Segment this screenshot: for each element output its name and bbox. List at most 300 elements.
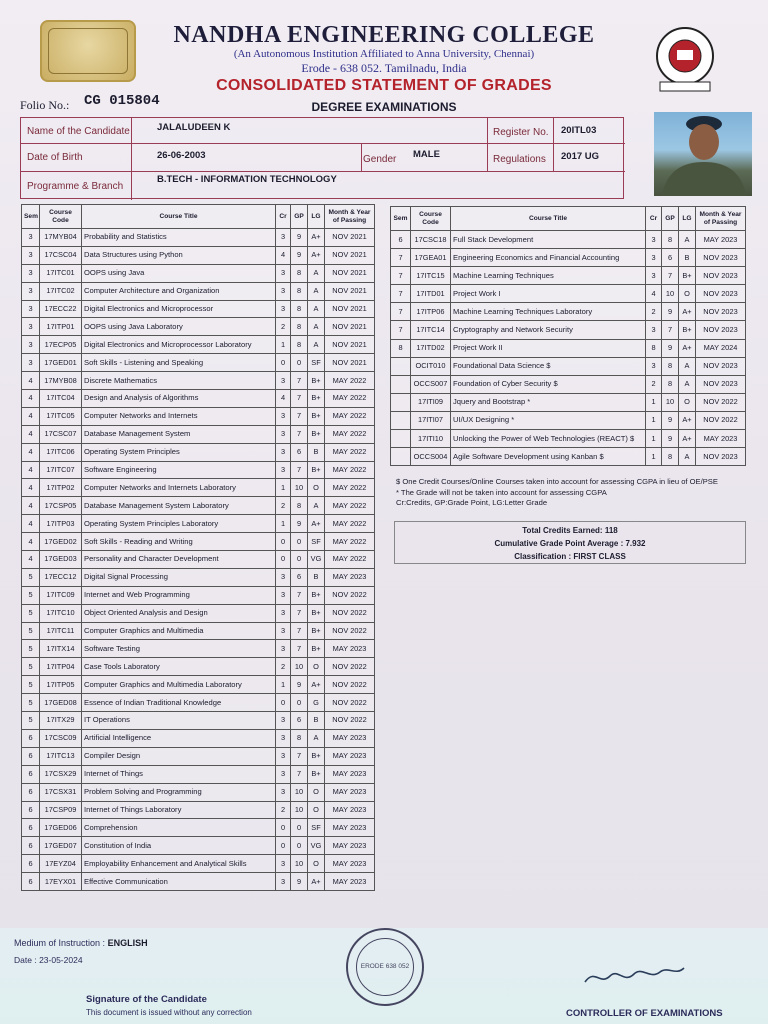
grade-row: [22, 640, 375, 658]
gp-cell: 10: [291, 658, 308, 676]
grade-row: [22, 533, 375, 551]
grade-row: [391, 339, 746, 357]
cr-cell: 0: [276, 533, 291, 551]
title-cell: Data Structures using Python: [82, 246, 276, 264]
lg-cell: B+: [679, 321, 696, 339]
grade-row: [391, 430, 746, 448]
lg-cell: A+: [679, 411, 696, 429]
lg-cell: VG: [308, 551, 325, 569]
month-cell: MAY 2023: [325, 640, 375, 658]
grade-row: [22, 622, 375, 640]
cr-cell: 4: [276, 390, 291, 408]
month-cell: MAY 2023: [325, 873, 375, 891]
sem-cell: [391, 357, 411, 375]
code-cell: 17EYX01: [40, 873, 82, 891]
total-credits: 118: [604, 526, 618, 535]
lg-cell: A+: [308, 676, 325, 694]
gp-cell: 7: [291, 747, 308, 765]
lg-cell: B+: [308, 461, 325, 479]
month-cell: MAY 2023: [325, 783, 375, 801]
title-cell: Effective Communication: [82, 873, 276, 891]
title-cell: Case Tools Laboratory: [82, 658, 276, 676]
gp-cell: 0: [291, 819, 308, 837]
code-cell: 17ITX14: [40, 640, 82, 658]
lg-cell: A: [679, 231, 696, 249]
month-cell: NOV 2023: [696, 357, 746, 375]
gp-cell: 8: [662, 231, 679, 249]
lg-cell: G: [308, 694, 325, 712]
title-cell: Discrete Mathematics: [82, 372, 276, 390]
code-cell: 17ECC22: [40, 300, 82, 318]
lg-cell: B+: [308, 747, 325, 765]
grade-row: [22, 783, 375, 801]
code-cell: 17ITC10: [40, 604, 82, 622]
grade-row: [22, 229, 375, 247]
grade-row: [22, 372, 375, 390]
sem-cell: 3: [22, 264, 40, 282]
cr-cell: 3: [276, 747, 291, 765]
code-cell: 17ITC01: [40, 264, 82, 282]
seal-center-text: ERODE 638 052: [360, 963, 410, 970]
code-cell: 17CSC07: [40, 425, 82, 443]
lg-cell: A+: [308, 229, 325, 247]
month-cell: MAY 2022: [325, 497, 375, 515]
cr-cell: 3: [276, 282, 291, 300]
code-cell: 17GED07: [40, 837, 82, 855]
month-cell: NOV 2023: [696, 285, 746, 303]
grade-row: [22, 819, 375, 837]
gp-cell: 7: [291, 407, 308, 425]
code-cell: 17GED08: [40, 694, 82, 712]
title-cell: Internet of Things: [82, 765, 276, 783]
cr-cell: 0: [276, 819, 291, 837]
code-cell: 17GED01: [40, 354, 82, 372]
signature-candidate-label: Signature of the Candidate: [86, 994, 207, 1005]
lg-cell: O: [308, 658, 325, 676]
cr-cell: 3: [276, 712, 291, 730]
month-cell: NOV 2023: [696, 249, 746, 267]
sem-cell: 6: [22, 819, 40, 837]
month-cell: NOV 2021: [325, 336, 375, 354]
gp-cell: 7: [291, 372, 308, 390]
gp-cell: 8: [291, 264, 308, 282]
title-cell: Digital Electronics and Microprocessor: [82, 300, 276, 318]
title-cell: Artificial Intelligence: [82, 729, 276, 747]
cr-cell: 0: [276, 551, 291, 569]
grade-row: [22, 551, 375, 569]
code-cell: 17ITP03: [40, 515, 82, 533]
cr-cell: 3: [276, 443, 291, 461]
code-cell: 17ITC02: [40, 282, 82, 300]
grade-row: [22, 586, 375, 604]
title-cell: Unlocking the Power of Web Technologies (REACT) $: [451, 430, 646, 448]
gp-cell: 10: [291, 783, 308, 801]
sem-cell: 4: [22, 390, 40, 408]
grade-row: [22, 873, 375, 891]
gp-cell: 7: [291, 461, 308, 479]
grade-row: [22, 658, 375, 676]
controller-signature-icon: [580, 958, 690, 994]
controller-of-examinations: CONTROLLER OF EXAMINATIONS: [566, 1008, 723, 1019]
grade-row: [22, 747, 375, 765]
sem-cell: 4: [22, 497, 40, 515]
programme-branch: B.TECH - INFORMATION TECHNOLOGY: [157, 174, 337, 185]
degree-examinations: DEGREE EXAMINATIONS: [311, 100, 457, 114]
gp-cell: 8: [291, 497, 308, 515]
lg-cell: B+: [308, 640, 325, 658]
code-cell: 17ITP06: [411, 303, 451, 321]
cr-cell: 0: [276, 694, 291, 712]
cr-cell: 3: [276, 264, 291, 282]
month-cell: NOV 2022: [325, 712, 375, 730]
sem-cell: 5: [22, 676, 40, 694]
grade-row: [391, 321, 746, 339]
lg-cell: A: [308, 336, 325, 354]
code-cell: 17ITX29: [40, 712, 82, 730]
college-name: NANDHA ENGINEERING COLLEGE: [173, 22, 595, 48]
gp-cell: 10: [291, 479, 308, 497]
cr-cell: 3: [276, 568, 291, 586]
college-affiliation: (An Autonomous Institution Affiliated to Anna University, Chennai): [233, 48, 535, 60]
lg-cell: A: [308, 300, 325, 318]
col-code: Course Code: [411, 207, 451, 231]
title-cell: Soft Skills - Listening and Speaking: [82, 354, 276, 372]
month-cell: NOV 2022: [696, 393, 746, 411]
title-cell: Operating System Principles Laboratory: [82, 515, 276, 533]
grade-row: [22, 765, 375, 783]
gp-cell: 9: [291, 246, 308, 264]
title-cell: Computer Graphics and Multimedia Laboratory: [82, 676, 276, 694]
sem-cell: 6: [22, 747, 40, 765]
lg-cell: B: [308, 568, 325, 586]
cr-cell: 3: [646, 231, 662, 249]
title-cell: Machine Learning Techniques: [451, 267, 646, 285]
grade-row: [22, 497, 375, 515]
title-cell: Probability and Statistics: [82, 229, 276, 247]
code-cell: 17ITC09: [40, 586, 82, 604]
code-cell: 17ITC13: [40, 747, 82, 765]
gp-cell: 9: [662, 339, 679, 357]
lg-cell: A: [308, 729, 325, 747]
cr-cell: 3: [276, 855, 291, 873]
sem-cell: 6: [22, 783, 40, 801]
grade-row: [22, 390, 375, 408]
month-cell: NOV 2022: [325, 586, 375, 604]
code-cell: 17ITI07: [411, 411, 451, 429]
sem-cell: 7: [391, 285, 411, 303]
title-cell: Software Engineering: [82, 461, 276, 479]
title-cell: Engineering Economics and Financial Accounting: [451, 249, 646, 267]
col-lg: LG: [679, 207, 696, 231]
grade-row: [22, 712, 375, 730]
sem-cell: 6: [22, 855, 40, 873]
gp-cell: 10: [662, 393, 679, 411]
register-label: Register No.: [493, 127, 549, 138]
sem-cell: 7: [391, 303, 411, 321]
gp-cell: 7: [291, 622, 308, 640]
grade-notes: [396, 477, 746, 509]
title-cell: Project Work I: [451, 285, 646, 303]
grade-row: [391, 303, 746, 321]
lg-cell: A: [308, 318, 325, 336]
month-cell: MAY 2023: [325, 765, 375, 783]
grade-row: [22, 479, 375, 497]
code-cell: 17ITC04: [40, 390, 82, 408]
sem-cell: 5: [22, 586, 40, 604]
title-cell: Software Testing: [82, 640, 276, 658]
cr-cell: 1: [646, 411, 662, 429]
gp-cell: 0: [291, 533, 308, 551]
sem-cell: 4: [22, 443, 40, 461]
cr-cell: 2: [276, 658, 291, 676]
gp-cell: 7: [291, 586, 308, 604]
sem-cell: 3: [22, 246, 40, 264]
cr-cell: 3: [276, 729, 291, 747]
grade-row: [22, 568, 375, 586]
sem-cell: 3: [22, 354, 40, 372]
cr-cell: 0: [276, 354, 291, 372]
title-cell: Foundation of Cyber Security $: [451, 375, 646, 393]
code-cell: 17GED02: [40, 533, 82, 551]
results-summary: [394, 521, 746, 564]
month-cell: MAY 2023: [325, 819, 375, 837]
cr-cell: 3: [276, 407, 291, 425]
gp-cell: 9: [291, 873, 308, 891]
lg-cell: O: [308, 479, 325, 497]
grade-row: [22, 407, 375, 425]
dob-label: Date of Birth: [27, 152, 83, 163]
grade-row: [22, 801, 375, 819]
cr-cell: 1: [276, 336, 291, 354]
month-cell: NOV 2021: [325, 264, 375, 282]
code-cell: 17CSX29: [40, 765, 82, 783]
title-cell: Computer Networks and Internets: [82, 407, 276, 425]
month-cell: NOV 2021: [325, 282, 375, 300]
sem-cell: 4: [22, 407, 40, 425]
code-cell: 17CSP09: [40, 801, 82, 819]
title-cell: Agile Software Development using Kanban $: [451, 448, 646, 466]
medium-label: Medium of Instruction :: [14, 938, 106, 948]
grade-row: [391, 285, 746, 303]
code-cell: 17EYZ04: [40, 855, 82, 873]
sem-cell: 4: [22, 372, 40, 390]
medium-of-instruction: [14, 938, 148, 948]
cr-cell: 3: [276, 604, 291, 622]
title-cell: Computer Architecture and Organization: [82, 282, 276, 300]
controller-seal-icon: [346, 928, 424, 1006]
col-title: Course Title: [82, 205, 276, 229]
month-cell: NOV 2023: [696, 448, 746, 466]
title-cell: Compiler Design: [82, 747, 276, 765]
lg-cell: A+: [679, 303, 696, 321]
cr-cell: 2: [276, 801, 291, 819]
code-cell: 17CSP05: [40, 497, 82, 515]
col-cr: Cr: [276, 205, 291, 229]
month-cell: MAY 2023: [696, 430, 746, 448]
title-cell: Essence of Indian Traditional Knowledge: [82, 694, 276, 712]
code-cell: 17ITC07: [40, 461, 82, 479]
cr-cell: 1: [646, 393, 662, 411]
grade-row: [22, 246, 375, 264]
sem-cell: 3: [22, 300, 40, 318]
cr-cell: 2: [276, 497, 291, 515]
lg-cell: A+: [308, 873, 325, 891]
grade-row: [391, 411, 746, 429]
lg-cell: B: [308, 712, 325, 730]
sem-cell: 3: [22, 282, 40, 300]
lg-cell: O: [308, 855, 325, 873]
sem-cell: 6: [391, 231, 411, 249]
month-cell: NOV 2022: [325, 676, 375, 694]
title-cell: Digital Electronics and Microprocessor Laboratory: [82, 336, 276, 354]
gp-cell: 8: [291, 336, 308, 354]
grade-row: [22, 282, 375, 300]
month-cell: NOV 2023: [696, 375, 746, 393]
grade-row: [391, 357, 746, 375]
title-cell: Database Management System: [82, 425, 276, 443]
code-cell: OCIT010: [411, 357, 451, 375]
col-gp: GP: [291, 205, 308, 229]
code-cell: 17ITP02: [40, 479, 82, 497]
title-cell: Project Work II: [451, 339, 646, 357]
title-cell: Soft Skills - Reading and Writing: [82, 533, 276, 551]
code-cell: 17ECP05: [40, 336, 82, 354]
gp-cell: 6: [291, 443, 308, 461]
grade-row: [391, 249, 746, 267]
cr-cell: 3: [646, 357, 662, 375]
code-cell: 17CSC18: [411, 231, 451, 249]
title-cell: Design and Analysis of Algorithms: [82, 390, 276, 408]
date-of-birth: 26-06-2003: [157, 150, 206, 161]
code-cell: 17GED06: [40, 819, 82, 837]
month-cell: NOV 2021: [325, 354, 375, 372]
month-cell: MAY 2022: [325, 425, 375, 443]
month-cell: NOV 2021: [325, 246, 375, 264]
gp-cell: 9: [662, 303, 679, 321]
cr-cell: 1: [276, 479, 291, 497]
lg-cell: SF: [308, 819, 325, 837]
lg-cell: A+: [679, 430, 696, 448]
lg-cell: A: [679, 448, 696, 466]
lg-cell: B: [679, 249, 696, 267]
title-cell: Computer Graphics and Multimedia: [82, 622, 276, 640]
code-cell: 17ITC14: [411, 321, 451, 339]
lg-cell: B+: [308, 390, 325, 408]
title-cell: UI/UX Designing *: [451, 411, 646, 429]
cgpa-value: 7.932: [625, 539, 646, 548]
register-number: 20ITL03: [561, 125, 597, 136]
code-cell: 17ITD01: [411, 285, 451, 303]
month-cell: NOV 2022: [325, 658, 375, 676]
title-cell: Problem Solving and Programming: [82, 783, 276, 801]
col-month: Month & Year of Passing: [325, 205, 375, 229]
grade-row: [22, 264, 375, 282]
gp-cell: 8: [291, 300, 308, 318]
title-cell: Internet and Web Programming: [82, 586, 276, 604]
sem-cell: 7: [391, 267, 411, 285]
regulations-label: Regulations: [493, 154, 546, 165]
title-cell: Internet of Things Laboratory: [82, 801, 276, 819]
grade-row: [22, 604, 375, 622]
cr-cell: 2: [646, 303, 662, 321]
lg-cell: A: [679, 357, 696, 375]
lg-cell: B+: [679, 267, 696, 285]
candidate-photo: [654, 112, 752, 196]
code-cell: 17ITP04: [40, 658, 82, 676]
month-cell: NOV 2022: [325, 694, 375, 712]
lg-cell: O: [679, 393, 696, 411]
medium-value: ENGLISH: [107, 938, 148, 948]
cr-cell: 3: [646, 267, 662, 285]
code-cell: 17ITI10: [411, 430, 451, 448]
title-cell: Database Management System Laboratory: [82, 497, 276, 515]
gp-cell: 9: [662, 430, 679, 448]
cr-cell: 1: [646, 448, 662, 466]
title-cell: Constitution of India: [82, 837, 276, 855]
gp-cell: 9: [291, 229, 308, 247]
note-abbreviations: Cr:Credits, GP:Grade Point, LG:Letter Grade: [396, 498, 548, 507]
lg-cell: B+: [308, 407, 325, 425]
col-cr: Cr: [646, 207, 662, 231]
sem-cell: 4: [22, 461, 40, 479]
title-cell: Comprehension: [82, 819, 276, 837]
gp-cell: 10: [662, 285, 679, 303]
note-grade-excluded: * The Grade will not be taken into account for assessing CGPA: [396, 487, 607, 497]
grade-row: [391, 267, 746, 285]
date-label: Date :: [14, 955, 37, 965]
sem-cell: 3: [22, 229, 40, 247]
candidate-details: [20, 117, 624, 199]
lg-cell: B+: [308, 604, 325, 622]
grades-table-right: [390, 206, 746, 466]
grade-row: [22, 694, 375, 712]
col-sem: Sem: [22, 205, 40, 229]
grade-row: [22, 425, 375, 443]
lg-cell: B+: [308, 372, 325, 390]
col-lg: LG: [308, 205, 325, 229]
code-cell: OCCS004: [411, 448, 451, 466]
title-cell: Machine Learning Techniques Laboratory: [451, 303, 646, 321]
sem-cell: 7: [391, 321, 411, 339]
title-cell: Foundational Data Science $: [451, 357, 646, 375]
gp-cell: 8: [662, 375, 679, 393]
lg-cell: B+: [308, 425, 325, 443]
cr-cell: 3: [276, 372, 291, 390]
gp-cell: 8: [662, 448, 679, 466]
cr-cell: 1: [276, 676, 291, 694]
lg-cell: O: [308, 783, 325, 801]
cr-cell: 2: [646, 375, 662, 393]
code-cell: 17CSX31: [40, 783, 82, 801]
sem-cell: 5: [22, 694, 40, 712]
gp-cell: 7: [291, 765, 308, 783]
cr-cell: 3: [276, 873, 291, 891]
gp-cell: 7: [291, 390, 308, 408]
cr-cell: 1: [646, 430, 662, 448]
month-cell: MAY 2024: [696, 339, 746, 357]
title-cell: Jquery and Bootstrap *: [451, 393, 646, 411]
gp-cell: 0: [291, 354, 308, 372]
month-cell: MAY 2023: [696, 231, 746, 249]
folio-number: CG 015804: [84, 93, 160, 109]
lg-cell: A+: [308, 515, 325, 533]
month-cell: MAY 2022: [325, 479, 375, 497]
code-cell: 17CSC04: [40, 246, 82, 264]
month-cell: NOV 2021: [325, 300, 375, 318]
month-cell: NOV 2022: [325, 622, 375, 640]
college-logo-icon: [40, 20, 136, 82]
grade-row: [22, 318, 375, 336]
